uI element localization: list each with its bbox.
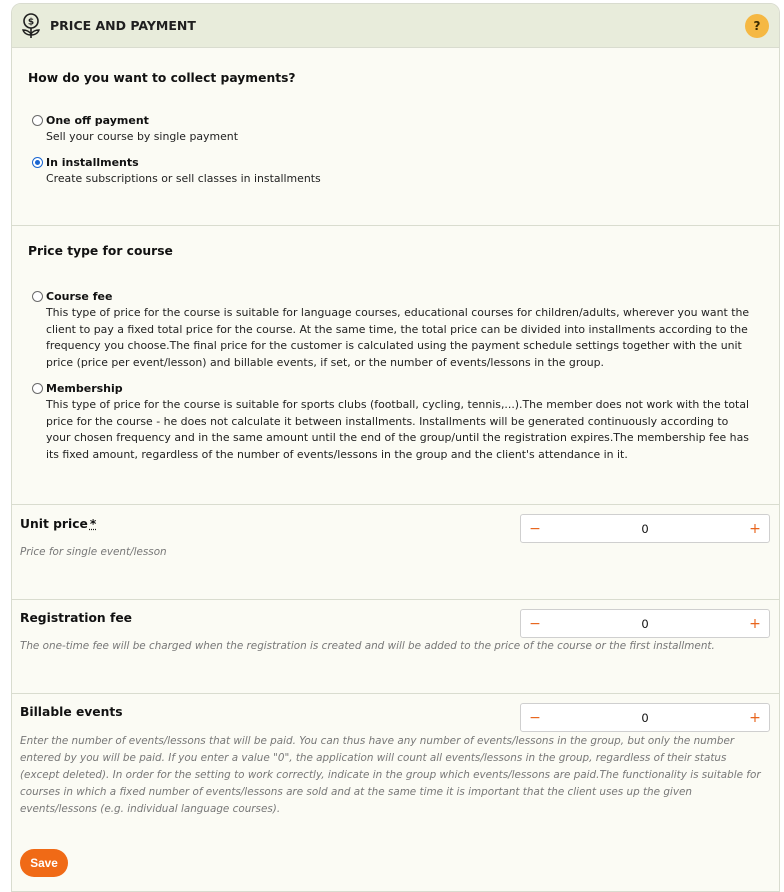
registration-fee-stepper[interactable] <box>520 609 770 638</box>
svg-text:$: $ <box>27 17 35 27</box>
unit-price-label-text: Unit price <box>20 517 88 531</box>
required-mark: * <box>89 517 97 531</box>
option-description: This type of price for the course is suitable for language courses, educational courses for children/adults, wherever you want the client to pay a fixed total price for the course. At the same time, the total price can be divided into installments according to the frequency you choose.The final price for the customer is calculated using the payment schedule settings together with the unit price (price per event/lesson) and billable events, if set, or the number of events/lessons in the group. <box>46 306 750 369</box>
unit-price-stepper[interactable] <box>520 514 770 543</box>
help-button[interactable]: ? <box>745 14 769 38</box>
price-type-question: Price type for course <box>28 244 173 258</box>
unit-price-section <box>12 505 779 600</box>
money-plant-icon <box>20 13 42 39</box>
radio-one-off-payment[interactable] <box>32 115 43 126</box>
save-button[interactable]: Save <box>20 849 68 877</box>
option-description: Create subscriptions or sell classes in installments <box>46 172 321 185</box>
billable-events-label: Billable events <box>20 705 123 719</box>
option-description: This type of price for the course is suitable for sports clubs (football, cycling, tennis,...).The member does not work with the total price for the course - he does not calculate it between installments. Installments will be generated continuously according to your chosen frequency and in the same amount until the end of the group/until the registration expires.The membership fee has its fixed amount, regardless of the number of events/lessons in the group and the client's attendance in it. <box>46 398 750 461</box>
payment-question: How do you want to collect payments? <box>28 71 296 85</box>
price-payment-panel <box>11 3 780 892</box>
radio-installments[interactable] <box>32 157 43 168</box>
panel-header <box>12 4 779 48</box>
payment-method-section <box>12 48 779 226</box>
radio-course-fee[interactable] <box>32 291 43 302</box>
unit-price-hint: Price for single event/lesson <box>20 546 167 558</box>
decrement-button[interactable]: − <box>529 709 541 726</box>
decrement-button[interactable]: − <box>529 520 541 537</box>
billable-events-hint: Enter the number of events/lessons that will be paid. You can thus have any number of events/lessons in the group, but only the number entered by you will be paid. If you enter a value "0", the application will count all events/lessons in the group, regardless of their status (except deleted). In order for the setting to work correctly, indicate in the group which events/lessons are paid.The functionality is suitable for courses in which a fixed number of events/lessons are sold and at the same time it is important that the client uses up the given events/lessons (e.g. individual language courses). <box>20 735 761 815</box>
option-label: Membership <box>46 382 123 395</box>
price-type-section <box>12 226 779 505</box>
option-label: In installments <box>46 156 139 169</box>
billable-events-input[interactable]: 0 <box>641 710 649 725</box>
increment-button[interactable]: + <box>749 615 761 632</box>
billable-events-stepper[interactable] <box>520 703 770 732</box>
registration-fee-hint: The one-time fee will be charged when the registration is created and will be added to the price of the course or the first installment. <box>20 640 715 652</box>
radio-membership[interactable] <box>32 383 43 394</box>
panel-title: PRICE AND PAYMENT <box>50 18 196 33</box>
increment-button[interactable]: + <box>749 709 761 726</box>
registration-fee-label: Registration fee <box>20 611 132 625</box>
billable-events-section <box>12 694 779 891</box>
registration-fee-input[interactable]: 0 <box>641 616 649 631</box>
option-label: One off payment <box>46 114 149 127</box>
option-description: Sell your course by single payment <box>46 130 238 143</box>
unit-price-label <box>20 517 96 531</box>
increment-button[interactable]: + <box>749 520 761 537</box>
option-label: Course fee <box>46 290 113 303</box>
unit-price-input[interactable]: 0 <box>641 521 649 536</box>
decrement-button[interactable]: − <box>529 615 541 632</box>
registration-fee-section <box>12 600 779 694</box>
